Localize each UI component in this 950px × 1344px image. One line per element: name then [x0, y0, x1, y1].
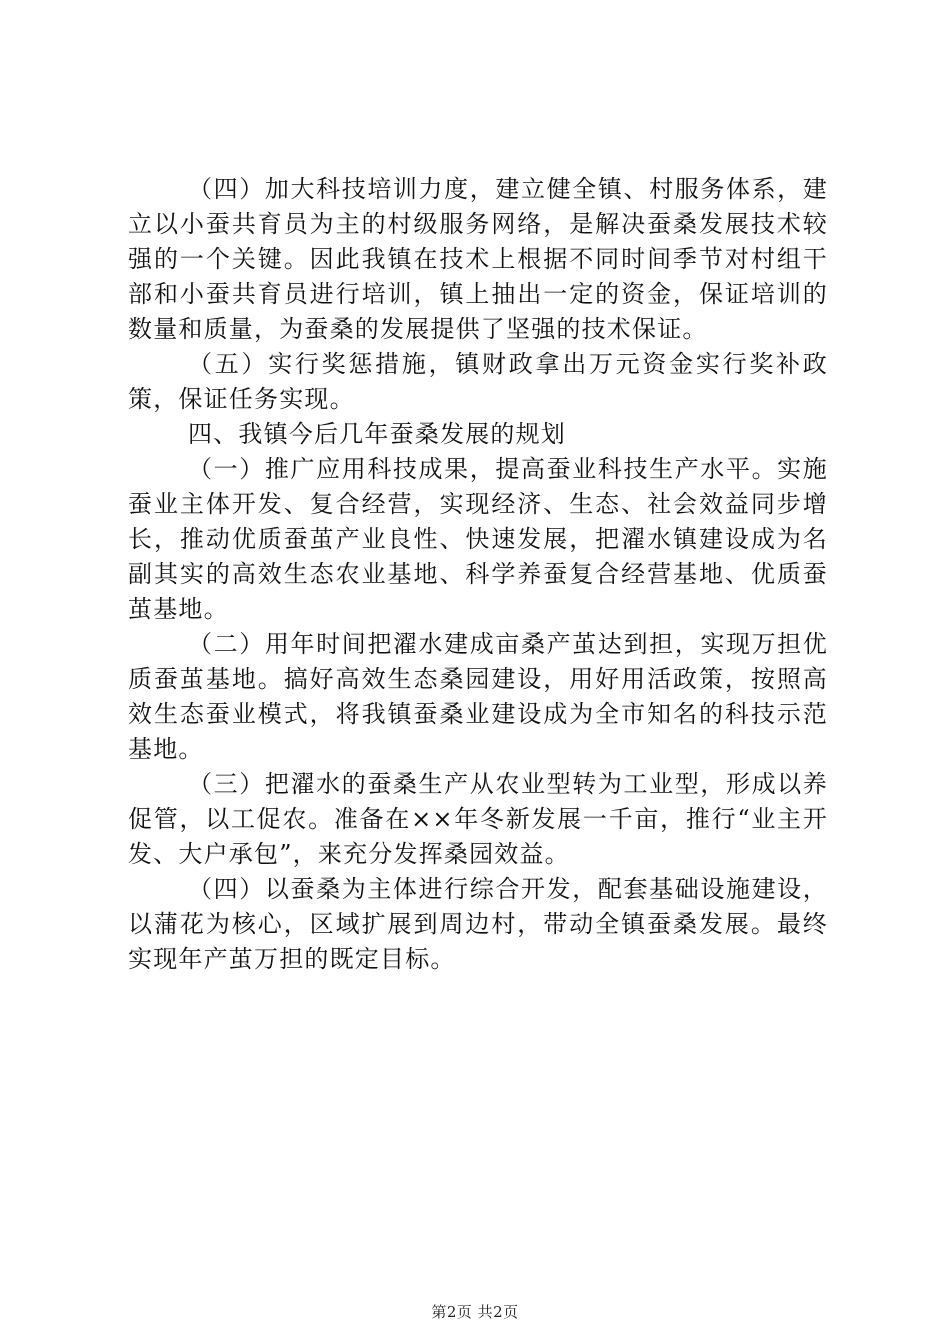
- paragraph-plan-2: （二）用年时间把濯水建成亩桑产茧达到担，实现万担优质蚕茧基地。搞好高效生态桑园建设，用好用活政策，按照高效生态蚕业模式，将我镇蚕桑业建设成为全市知名的科技示范基地。: [128, 630, 828, 763]
- document-body: [128, 172, 828, 977]
- paragraph-incentives: （五）实行奖惩措施，镇财政拿出万元资金实行奖补政策，保证任务实现。: [128, 350, 828, 413]
- paragraph-plan-4: （四）以蚕桑为主体进行综合开发，配套基础设施建设，以蒲花为核心，区域扩展到周边村，带动全镇蚕桑发展。最终实现年产茧万担的既定目标。: [128, 875, 828, 973]
- page-number-footer: 第2页 共2页: [431, 1303, 519, 1321]
- section-heading-plan: 四、我镇今后几年蚕桑发展的规划: [188, 420, 566, 448]
- paragraph-plan-3: （三）把濯水的蚕桑生产从农业型转为工业型，形成以养促管，以工促农。准备在××年冬新发展一千亩，推行“业主开发、大户承包”，来充分发挥桑园效益。: [128, 770, 828, 868]
- paragraph-plan-1: （一）推广应用科技成果，提高蚕业科技生产水平。实施蚕业主体开发、复合经营，实现经济、生态、社会效益同步增长，推动优质蚕茧产业良性、快速发展，把濯水镇建设成为名副其实的高效生态农业基地、科学养蚕复合经营基地、优质蚕茧基地。: [128, 455, 828, 623]
- paragraph-training: （四）加大科技培训力度，建立健全镇、村服务体系，建立以小蚕共育员为主的村级服务网络，是解决蚕桑发展技术较强的一个关键。因此我镇在技术上根据不同时间季节对村组干部和小蚕共育员进行培训，镇上抽出一定的资金，保证培训的数量和质量，为蚕桑的发展提供了坚强的技术保证。: [128, 175, 828, 343]
